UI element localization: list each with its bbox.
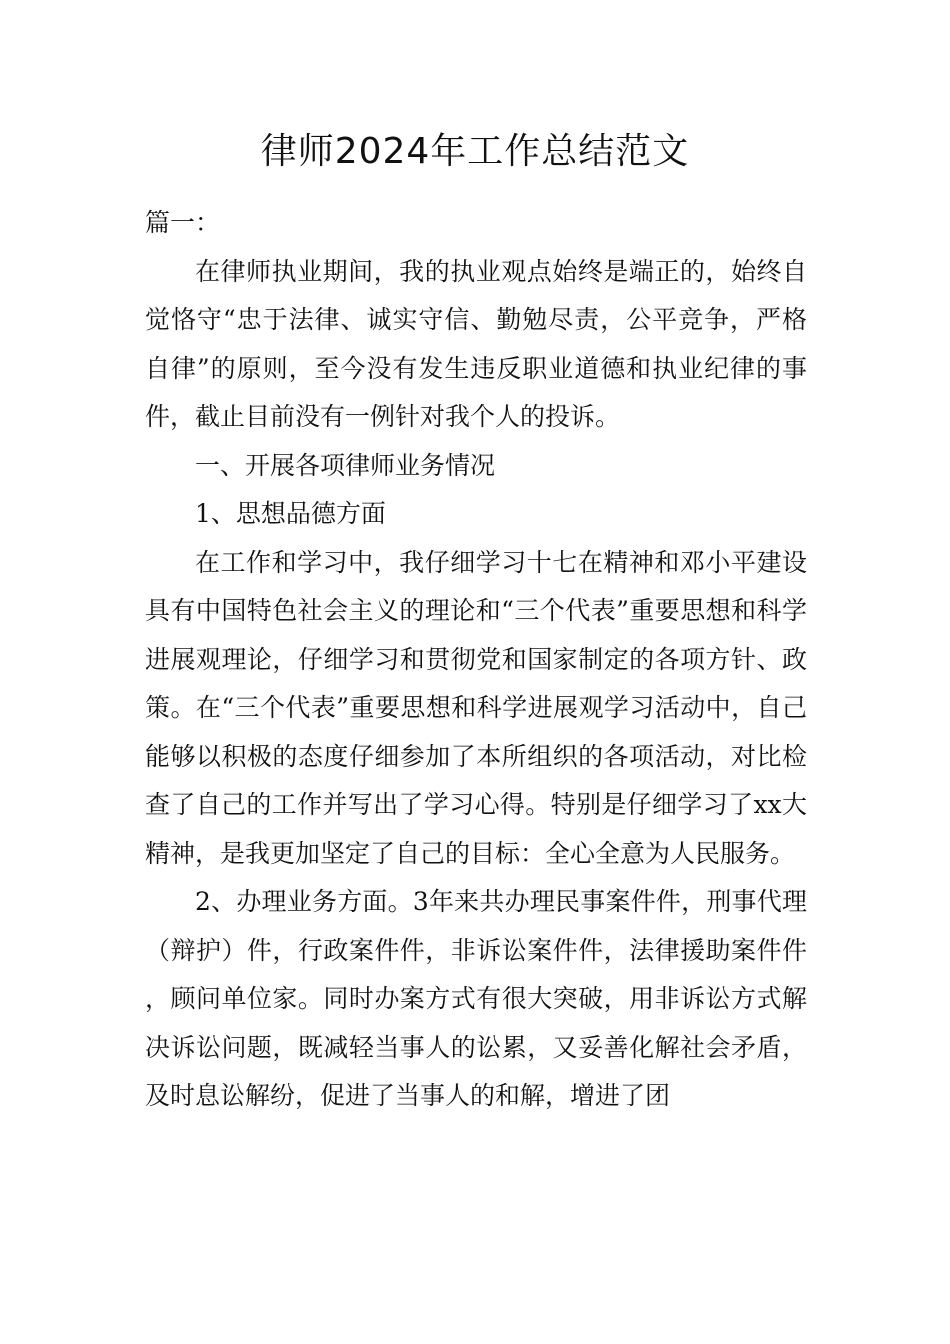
document-body xyxy=(145,199,807,1121)
body-paragraph: 在律师执业期间，我的执业观点始终是端正的，始终自觉恪守“忠于法律、诚实守信、勤勉尽责，公平竞争，严格自律”的原则，至今没有发生违反职业道德和执业纪律的事件，截止目前没有一例针对我个人的投诉。 xyxy=(145,256,807,431)
section-label: 篇一： xyxy=(145,208,221,237)
subsection-heading: 1、思想品德方面 xyxy=(195,499,386,528)
body-paragraph: 2、办理业务方面。3年来共办理民事案件件，刑事代理（辩护）件，行政案件件，非诉讼案件件，法律援助案件件，顾问单位家。同时办案方式有很大突破，用非诉讼方式解决诉讼问题，既减轻当事人的讼累，又妥善化解社会矛盾，及时息讼解纷，促进了当事人的和解，增进了团 xyxy=(145,887,807,1110)
document-title: 律师2024年工作总结范文 xyxy=(260,131,690,172)
body-paragraph: 在工作和学习中，我仔细学习十七在精神和邓小平建设具有中国特色社会主义的理论和“三个代表”重要思想和科学进展观理论，仔细学习和贯彻党和国家制定的各项方针、政策。在“三个代表”重要思想和科学进展观学习活动中，自己能够以积极的态度仔细参加了本所组织的各项活动，对比检查了自己的工作并写出了学习心得。特别是仔细学习了xx大精神，是我更加坚定了自己的目标：全心全意为人民服务。 xyxy=(145,547,807,868)
section-heading: 一、开展各项律师业务情况 xyxy=(195,450,496,480)
